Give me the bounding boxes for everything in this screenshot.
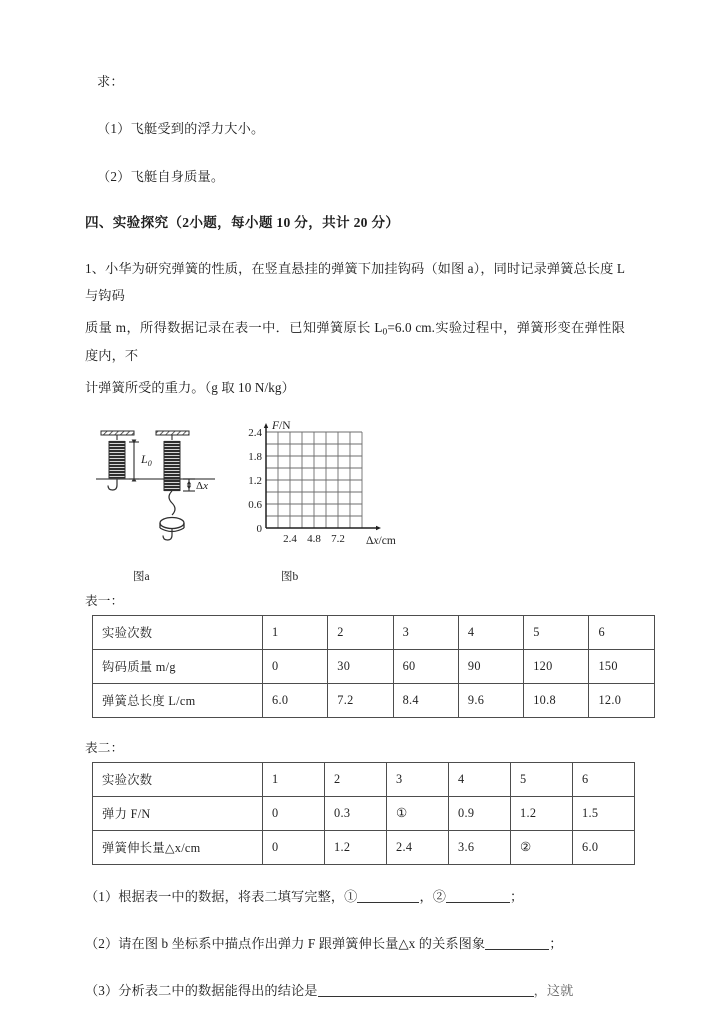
- table-row: [93, 762, 635, 796]
- figure-b-caption: 图b: [281, 570, 299, 583]
- cell: 2: [325, 762, 387, 796]
- row-header: 弹簧总长度 L/cm: [93, 683, 263, 717]
- sub-question-2-text-a: （2）请在图 b 坐标系中描点作出弹力 F 跟弹簧伸长量△x 的关系图象: [85, 935, 486, 951]
- table-two-label: 表二：: [85, 740, 124, 755]
- sub-question-1-text-c: ；: [510, 888, 524, 904]
- cell: 5: [524, 615, 589, 649]
- cell: 60: [393, 649, 458, 683]
- table-row: [93, 649, 655, 683]
- sub-question-1-text-b: ，②: [419, 888, 447, 904]
- cell: 1: [263, 615, 328, 649]
- y-axis-caption: F/N: [272, 419, 291, 432]
- sub-question-3-text-b: ，这就: [533, 982, 574, 998]
- spring-diagram-figure-a: [93, 422, 218, 557]
- table-row: [93, 615, 655, 649]
- table-row: [93, 796, 635, 830]
- weight-body: [160, 517, 184, 528]
- ask-item-2: （2）飞艇自身质量。: [97, 168, 225, 184]
- cell: 0.3: [325, 796, 387, 830]
- section-heading: 四、实验探究（2小题，每小题 10 分，共计 20 分）: [85, 215, 400, 231]
- x-axis-arrow: [376, 525, 381, 529]
- cell: 1: [263, 762, 325, 796]
- answer-blank-4[interactable]: [318, 996, 534, 997]
- cell: 1.2: [511, 796, 573, 830]
- cell: 9.6: [458, 683, 523, 717]
- cell: 6.0: [263, 683, 328, 717]
- table-two: [92, 762, 635, 865]
- cell-blank-2: ②: [511, 830, 573, 864]
- cell: 1.2: [325, 830, 387, 864]
- figure-captions: [85, 568, 415, 590]
- sub-question-3-text-a: （3）分析表二中的数据能得出的结论是: [85, 982, 318, 998]
- figure-a-caption: 图a: [133, 570, 150, 583]
- x-axis-caption: Δx/cm: [366, 534, 396, 547]
- question1-stem-line-2: [85, 315, 625, 369]
- cell: 2.4: [387, 830, 449, 864]
- label-extension: Δx: [196, 479, 208, 492]
- row-header: 实验次数: [93, 615, 263, 649]
- table-one: [92, 615, 655, 718]
- cell: 3.6: [449, 830, 511, 864]
- row-header: 实验次数: [93, 762, 263, 796]
- spring-coils-left: [109, 442, 125, 478]
- dx-arrow-up: [187, 480, 191, 484]
- cell: 6.0: [573, 830, 635, 864]
- answer-blank-3[interactable]: [485, 949, 549, 950]
- stem-line2-part-b: =6.0 cm.实验过程中，弹簧形变在弹性限度内，不: [85, 320, 626, 363]
- cell: 4: [458, 615, 523, 649]
- stem-line2-subscript: 0: [382, 327, 388, 338]
- cell: 12.0: [589, 683, 654, 717]
- cell: 0: [263, 649, 328, 683]
- unloaded-spring-group: [101, 431, 134, 490]
- cell: 2: [328, 615, 393, 649]
- cell: 3: [387, 762, 449, 796]
- table-row: [93, 830, 635, 864]
- ask-label: 求：: [97, 74, 124, 89]
- y-tick-2_4: 2.4: [248, 426, 262, 439]
- cell: 6: [589, 615, 654, 649]
- x-tick-4_8: 4.8: [307, 532, 321, 545]
- cell: 30: [328, 649, 393, 683]
- spring-coils-right: [164, 442, 180, 490]
- cell: 0: [263, 830, 325, 864]
- cell: 6: [573, 762, 635, 796]
- stem-line2-part-a: 质量 m，所得数据记录在表一中．已知弹簧原长 L: [85, 320, 383, 336]
- row-header: 钩码质量 m/g: [93, 649, 263, 683]
- ask-item-1: （1）飞艇受到的浮力大小。: [97, 121, 265, 137]
- chart-gridlines: [266, 432, 362, 528]
- cell: 5: [511, 762, 573, 796]
- cell: 0.9: [449, 796, 511, 830]
- sub-question-3: [85, 980, 640, 1001]
- question1-stem-line-1: 1、小华为研究弹簧的性质，在竖直悬挂的弹簧下加挂钩码（如图 a），同时记录弹簧总长度 L 与钩码: [85, 261, 625, 303]
- cell: 120: [524, 649, 589, 683]
- y-tick-0_6: 0.6: [248, 498, 262, 511]
- sub-question-2: [85, 933, 640, 954]
- loaded-spring-group: [156, 431, 189, 540]
- y-tick-labels: [248, 427, 262, 535]
- cell: 1.5: [573, 796, 635, 830]
- force-extension-grid-figure-b: [220, 418, 410, 558]
- natural-length-dimension: [129, 442, 139, 479]
- cell: 7.2: [328, 683, 393, 717]
- row-header: 弹力 F/N: [93, 796, 263, 830]
- table-one-label: 表一：: [85, 593, 124, 608]
- y-axis-arrow: [264, 423, 268, 428]
- figures-row: [85, 418, 415, 568]
- answer-blank-1[interactable]: [357, 902, 419, 903]
- y-tick-1_2: 1.2: [248, 474, 262, 487]
- x-tick-labels: [283, 533, 345, 545]
- row-header: 弹簧伸长量△x/cm: [93, 830, 263, 864]
- x-tick-2_4: 2.4: [283, 532, 297, 545]
- cell: 4: [449, 762, 511, 796]
- y-tick-0: 0: [256, 522, 262, 535]
- x-tick-7_2: 7.2: [331, 532, 345, 545]
- sub-question-2-text-b: ；: [549, 935, 563, 951]
- question1-stem-line-3: 计弹簧所受的重力。（g 取 10 N/kg）: [85, 380, 295, 396]
- dx-arrow-down: [187, 485, 191, 489]
- sub-question-1-text-a: （1）根据表一中的数据，将表二填写完整，①: [85, 888, 358, 904]
- chart-axes: [266, 426, 378, 528]
- sub-question-1: [85, 886, 640, 907]
- table-row: [93, 683, 655, 717]
- cell-blank-1: ①: [387, 796, 449, 830]
- cell: 0: [263, 796, 325, 830]
- cell: 90: [458, 649, 523, 683]
- y-tick-1_8: 1.8: [248, 450, 262, 463]
- cell: 150: [589, 649, 654, 683]
- answer-blank-2[interactable]: [446, 902, 510, 903]
- cell: 10.8: [524, 683, 589, 717]
- cell: 8.4: [393, 683, 458, 717]
- cell: 3: [393, 615, 458, 649]
- label-natural-length: $L_0$: [141, 451, 152, 468]
